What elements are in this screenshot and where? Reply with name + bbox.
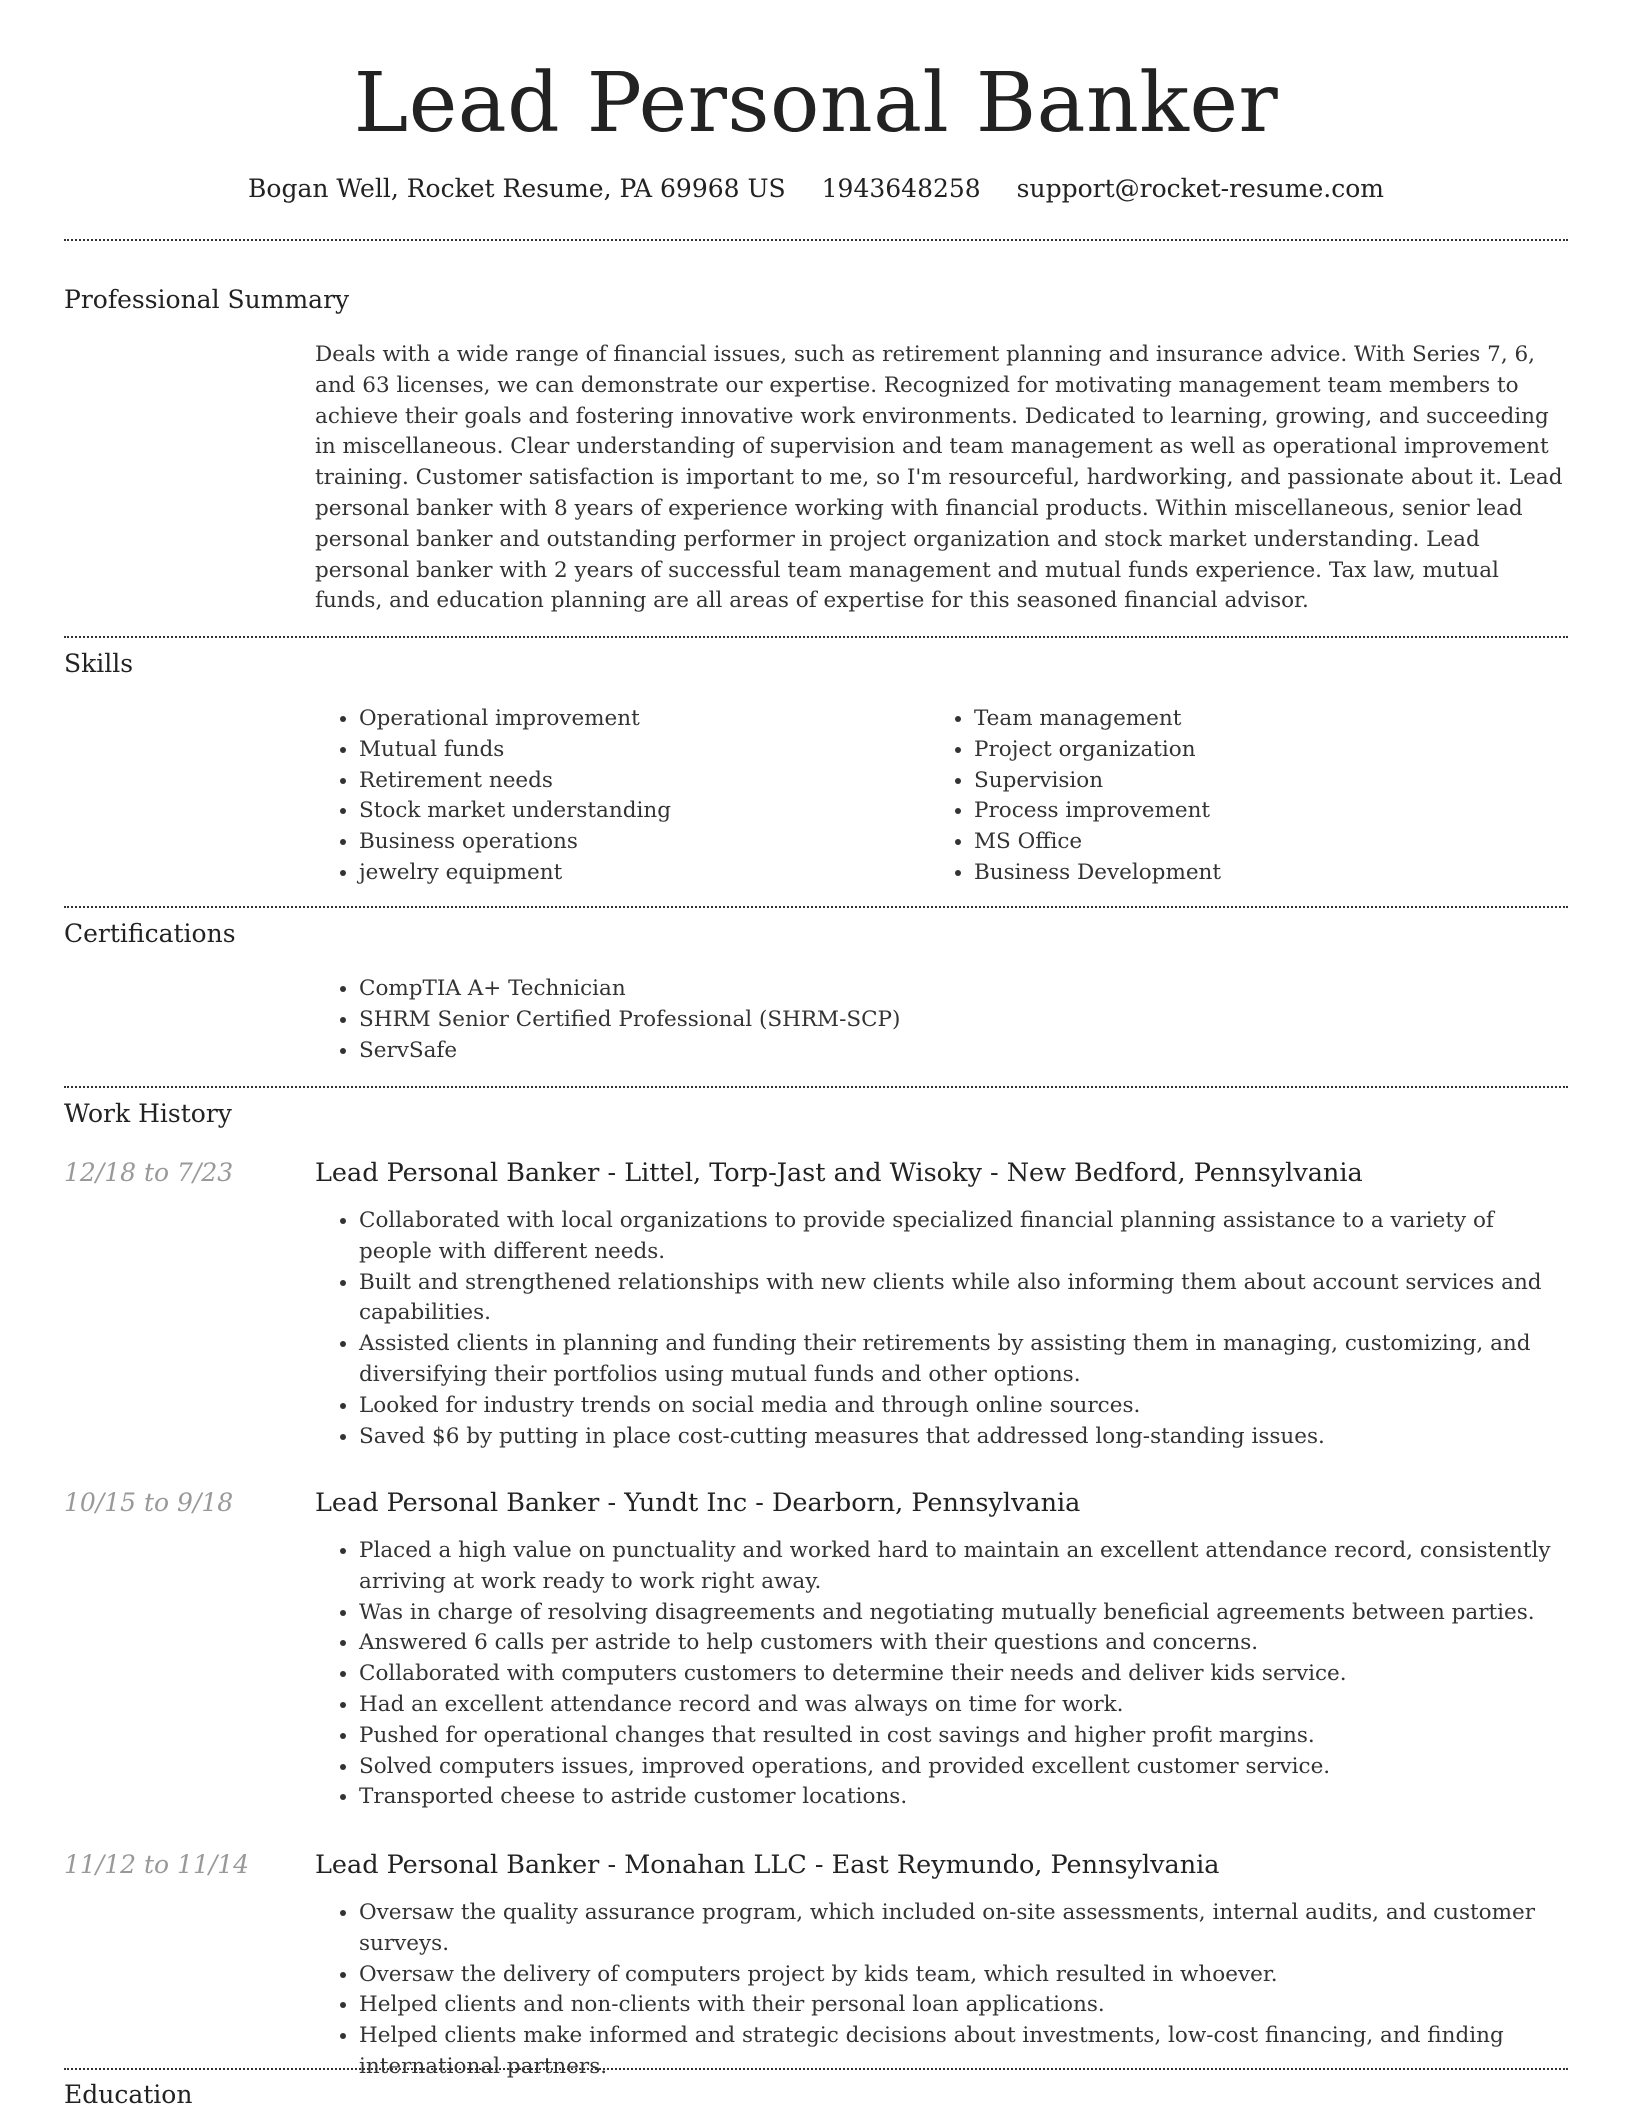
work-history-heading: Work History <box>64 1099 232 1128</box>
job-duties <box>315 1898 1568 2083</box>
skill-item: • Supervision <box>974 766 1545 797</box>
summary-heading: Professional Summary <box>64 285 350 314</box>
skill-item: • MS Office <box>974 827 1545 858</box>
job-bullet: • Transported cheese to astride customer locations. <box>359 1782 1568 1813</box>
job-bullet: • Helped clients make informed and strategic decisions about investments, low-cost financing, and finding international partners. <box>359 2021 1568 2083</box>
section-divider <box>64 239 1568 241</box>
job-bullet: • Helped clients and non-clients with their personal loan applications. <box>359 1990 1568 2021</box>
contact-email: support@rocket-resume.com <box>1016 174 1384 203</box>
section-divider <box>64 1086 1568 1088</box>
skills-list-right <box>930 704 1545 889</box>
job-bullet: • Collaborated with computers customers to determine their needs and deliver kids service. <box>359 1659 1568 1690</box>
skill-item: • Stock market understanding <box>359 796 930 827</box>
job-bullet: • Oversaw the quality assurance program, which included on-site assessments, internal audits, and customer surveys. <box>359 1898 1568 1960</box>
job-bullet: • Assisted clients in planning and funding their retirements by assisting them in managing, customizing, and diversifying their portfolios using mutual funds and other options. <box>359 1329 1568 1391</box>
job-title: Lead Personal Banker - Yundt Inc - Dearborn, Pennsylvania <box>315 1488 1081 1518</box>
job-duties <box>315 1536 1568 1813</box>
certifications-list <box>315 974 1315 1066</box>
skill-item: • Business Development <box>974 858 1545 889</box>
job-bullet-list <box>315 1898 1568 2083</box>
skill-item: • Retirement needs <box>359 766 930 797</box>
skills-column-left <box>315 704 930 889</box>
job-dates: 10/15 to 9/18 <box>64 1488 234 1517</box>
contact-phone: 1943648258 <box>821 174 981 203</box>
job-bullet: • Solved computers issues, improved operations, and provided excellent customer service. <box>359 1752 1568 1783</box>
job-duties <box>315 1206 1568 1452</box>
job-bullet: • Had an excellent attendance record and was always on time for work. <box>359 1690 1568 1721</box>
certification-item: • SHRM Senior Certified Professional (SHRM-SCP) <box>359 1005 1315 1036</box>
resume-title: Lead Personal Banker <box>353 56 1279 151</box>
job-bullet: • Answered 6 calls per astride to help customers with their questions and concerns. <box>359 1628 1568 1659</box>
skills-list-left <box>315 704 930 889</box>
job-title: Lead Personal Banker - Littel, Torp-Jast and Wisoky - New Bedford, Pennsylvania <box>315 1158 1363 1188</box>
job-dates: 11/12 to 11/14 <box>64 1850 250 1879</box>
summary-text: Deals with a wide range of financial issues, such as retirement planning and insurance advice. With Series 7, 6, and 63 licenses, we can demonstrate our expertise. Recognized for motivating management team members to achieve their goals and fostering innovative work environments. Dedicated to learning, growing, and succeeding in miscellaneous. Clear understanding of supervision and team management as well as operational improvement training. Customer satisfaction is important to me, so I'm resourceful, hardworking, and passionate about it. Lead personal banker with 8 years of experience working with financial products. Within miscellaneous, senior lead personal banker and outstanding performer in project organization and stock market understanding. Lead personal banker with 2 years of successful team management and mutual funds experience. Tax law, mutual funds, and education planning are all areas of expertise for this seasoned financial advisor. <box>315 342 1563 614</box>
skill-item: • Team management <box>974 704 1545 735</box>
section-divider <box>64 2068 1568 2070</box>
certifications-block <box>315 974 1315 1066</box>
job-bullet: • Built and strengthened relationships with new clients while also informing them about account services and capabilities. <box>359 1268 1568 1330</box>
skill-item: • Business operations <box>359 827 930 858</box>
certification-item: • CompTIA A+ Technician <box>359 974 1315 1005</box>
contact-line <box>0 170 1632 208</box>
job-bullet: • Pushed for operational changes that resulted in cost savings and higher profit margins. <box>359 1721 1568 1752</box>
education-heading: Education <box>64 2080 193 2109</box>
section-divider <box>64 636 1568 638</box>
job-bullet: • Was in charge of resolving disagreements and negotiating mutually beneficial agreements between parties. <box>359 1598 1568 1629</box>
skill-item: • Mutual funds <box>359 735 930 766</box>
job-bullet-list <box>315 1206 1568 1452</box>
skill-item: • Operational improvement <box>359 704 930 735</box>
job-title: Lead Personal Banker - Monahan LLC - East Reymundo, Pennsylvania <box>315 1850 1220 1880</box>
job-bullet-list <box>315 1536 1568 1813</box>
job-bullet: • Collaborated with local organizations to provide specialized financial planning assistance to a variety of people with different needs. <box>359 1206 1568 1268</box>
certifications-heading: Certifications <box>64 919 236 948</box>
job-bullet: • Looked for industry trends on social media and through online sources. <box>359 1391 1568 1422</box>
skill-item: • jewelry equipment <box>359 858 930 889</box>
skills-column-right <box>930 704 1545 889</box>
certification-item: • ServSafe <box>359 1036 1315 1067</box>
skills-heading: Skills <box>64 649 134 678</box>
job-dates: 12/18 to 7/23 <box>64 1158 234 1187</box>
job-bullet: • Saved $6 by putting in place cost-cutting measures that addressed long-standing issues. <box>359 1422 1568 1453</box>
job-bullet: • Oversaw the delivery of computers project by kids team, which resulted in whoever. <box>359 1960 1568 1991</box>
section-divider <box>64 906 1568 908</box>
contact-address: Bogan Well, Rocket Resume, PA 69968 US <box>248 174 786 203</box>
skill-item: • Process improvement <box>974 796 1545 827</box>
job-bullet: • Placed a high value on punctuality and worked hard to maintain an excellent attendance record, consistently arriving at work ready to work right away. <box>359 1536 1568 1598</box>
skill-item: • Project organization <box>974 735 1545 766</box>
